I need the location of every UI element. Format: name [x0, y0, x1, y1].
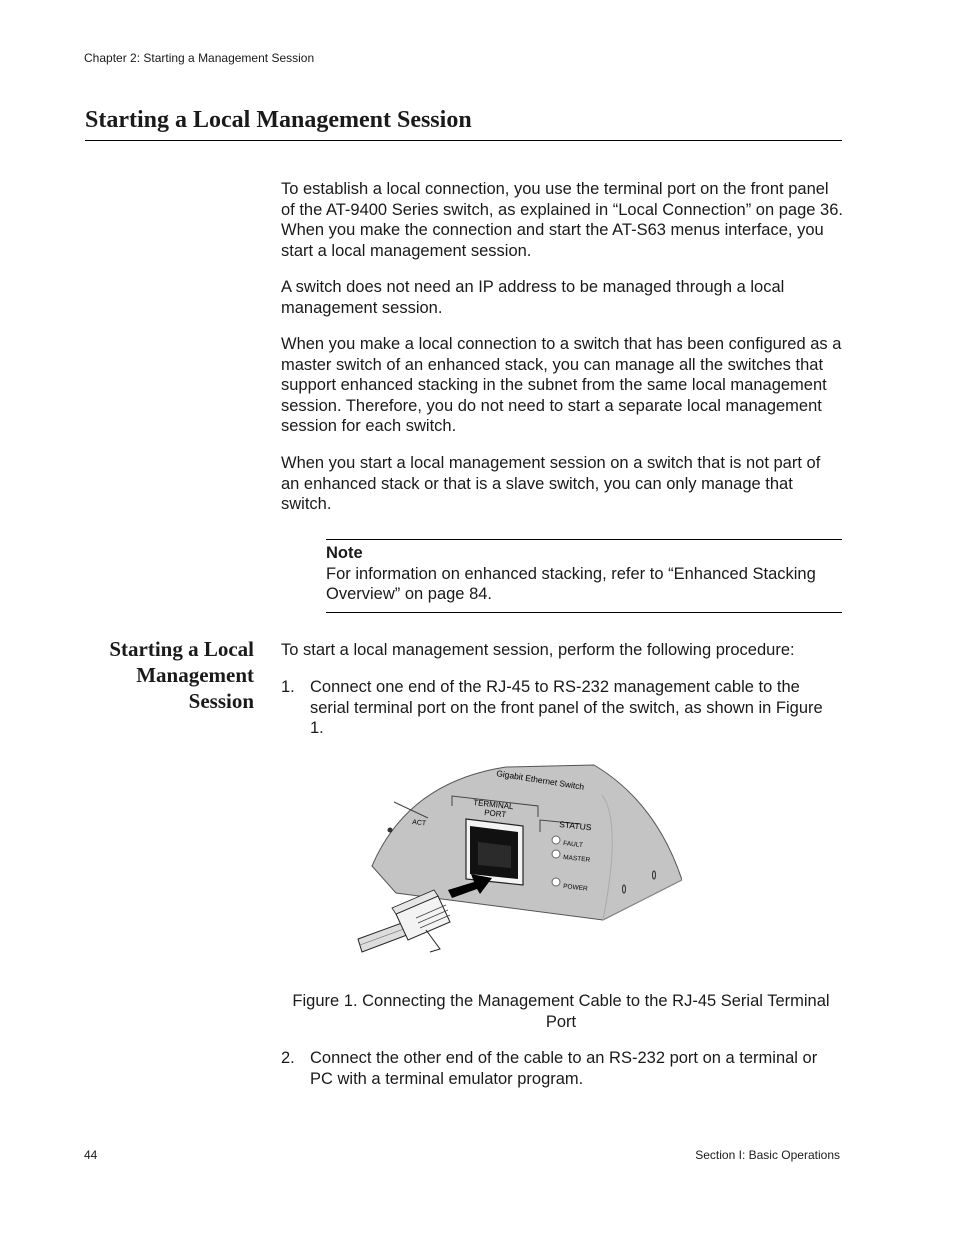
title-rule — [85, 140, 842, 141]
paragraph-1: To establish a local connection, you use the terminal port on the front panel of the AT-9400 Series switch, as explained in “Local Connection” on page 36. When you make the connection and start the AT-S63 menus interface, you start a local management session. — [281, 180, 843, 260]
status-label: STATUS — [558, 819, 592, 833]
plug-clip — [426, 930, 440, 952]
note-box — [326, 539, 842, 613]
footer-section: Section I: Basic Operations — [695, 1148, 840, 1162]
paragraph-2: A switch does not need an IP address to be managed through a local management session. — [281, 278, 785, 317]
act-led — [388, 828, 393, 833]
section-heading-line: Management — [136, 663, 254, 687]
fault-label: FAULT — [562, 840, 584, 850]
step-2 — [281, 1048, 841, 1089]
figure-caption: Figure 1. Connecting the Management Cable to the RJ-45 Serial Terminal Port — [292, 992, 830, 1031]
step-number: 1. — [281, 678, 295, 696]
master-label: MASTER — [562, 854, 591, 864]
note-title: Note — [326, 544, 363, 562]
step-text: Connect the other end of the cable to an RS-232 port on a terminal or PC with a terminal emulator program. — [310, 1049, 818, 1088]
terminal-label: TERMINAL — [472, 798, 514, 812]
port-label: PORT — [483, 808, 507, 820]
power-label: POWER — [562, 883, 588, 893]
section-heading — [60, 636, 254, 714]
step-text: Connect one end of the RJ-45 to RS-232 management cable to the serial terminal port on the front panel of the switch, as shown in Figure 1. — [310, 678, 823, 737]
page-number: 44 — [84, 1148, 98, 1162]
brand-label: Gigabit Ethernet Switch — [495, 768, 585, 792]
fault-led — [552, 836, 560, 844]
page-title: Starting a Local Management Session — [85, 107, 472, 133]
act-label: ACT — [411, 819, 427, 828]
master-led — [552, 850, 560, 858]
figure-illustration — [356, 762, 682, 962]
section-heading-line: Session — [188, 689, 254, 713]
rj45-socket-inner — [478, 842, 511, 868]
step-1 — [281, 677, 841, 739]
section-intro: To start a local management session, perform the following procedure: — [281, 641, 795, 659]
running-header: Chapter 2: Starting a Management Session — [84, 51, 315, 65]
paragraph-4: When you start a local management session on a switch that is not part of an enhanced stack or that is a slave switch, you can only manage that switch. — [281, 454, 821, 513]
section-heading-line: Starting a Local — [109, 637, 254, 661]
power-led — [552, 878, 560, 886]
paragraph-3: When you make a local connection to a switch that has been configured as a master switch of an enhanced stack, you can manage all the switches that support enhanced stacking in the subnet from the same local management session. Therefore, you do not need to start a separate local management session for each switch. — [281, 335, 842, 435]
note-text: For information on enhanced stacking, refer to “Enhanced Stacking Overview” on page 84. — [326, 564, 816, 603]
step-number: 2. — [281, 1049, 295, 1067]
